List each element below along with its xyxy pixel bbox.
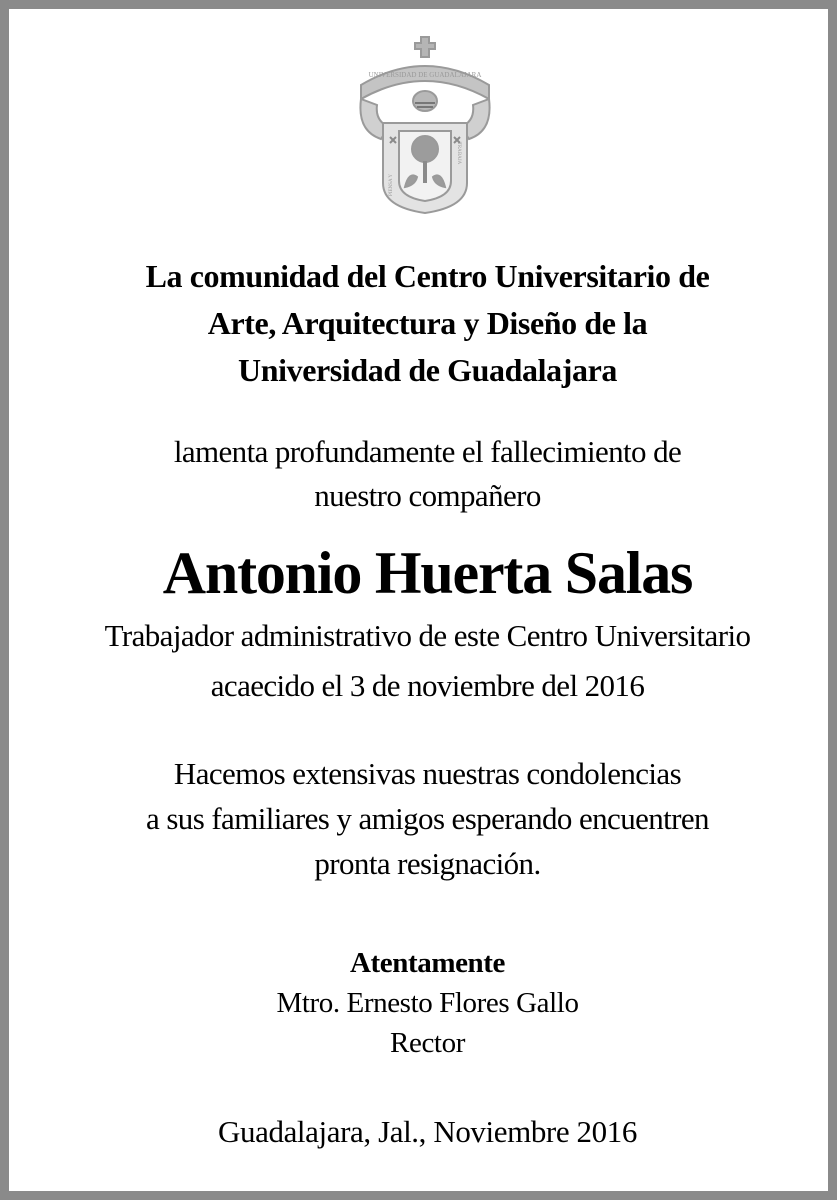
place-date [49, 1110, 806, 1154]
heading-line: Universidad de Guadalajara [238, 352, 617, 388]
condolence-line: a sus familiares y amigos esperando encuentren [146, 801, 709, 836]
university-seal-logo [347, 35, 503, 215]
deceased-details [49, 611, 806, 711]
heading-line: La comunidad del Centro Universitario de [145, 258, 710, 294]
signature-block [49, 943, 806, 1063]
deceased-date: acaecido el 3 de noviembre del 2016 [210, 668, 645, 703]
closing-word: Atentamente [349, 947, 506, 979]
lament-line: lamenta profundamente el fallecimiento de [173, 434, 682, 469]
place-date-text: Guadalajara, Jal., Noviembre 2016 [218, 1114, 637, 1149]
signer-name: Mtro. Ernesto Flores Gallo [276, 987, 579, 1019]
heading-line: Arte, Arquitectura y Diseño de la [207, 305, 648, 341]
deceased-name [49, 535, 806, 611]
signer-title: Rector [390, 1027, 465, 1059]
community-heading [49, 253, 806, 394]
deceased-role: Trabajador administrativo de este Centro Universitario [104, 618, 751, 653]
condolence-line: pronta resignación. [314, 846, 541, 881]
deceased-name-text: Antonio Huerta Salas [162, 540, 693, 606]
lament-line: nuestro compañero [314, 478, 541, 513]
seal-ring-text: UNIVERSIDAD DE GUADALAJARA [368, 71, 482, 79]
condolence-message [49, 751, 806, 886]
lament-statement [49, 430, 806, 518]
condolence-line: Hacemos extensivas nuestras condolencias [173, 756, 682, 791]
seal-motto-right: TRABAJA [456, 141, 461, 165]
seal-motto-left: PIENSA Y [389, 174, 394, 196]
